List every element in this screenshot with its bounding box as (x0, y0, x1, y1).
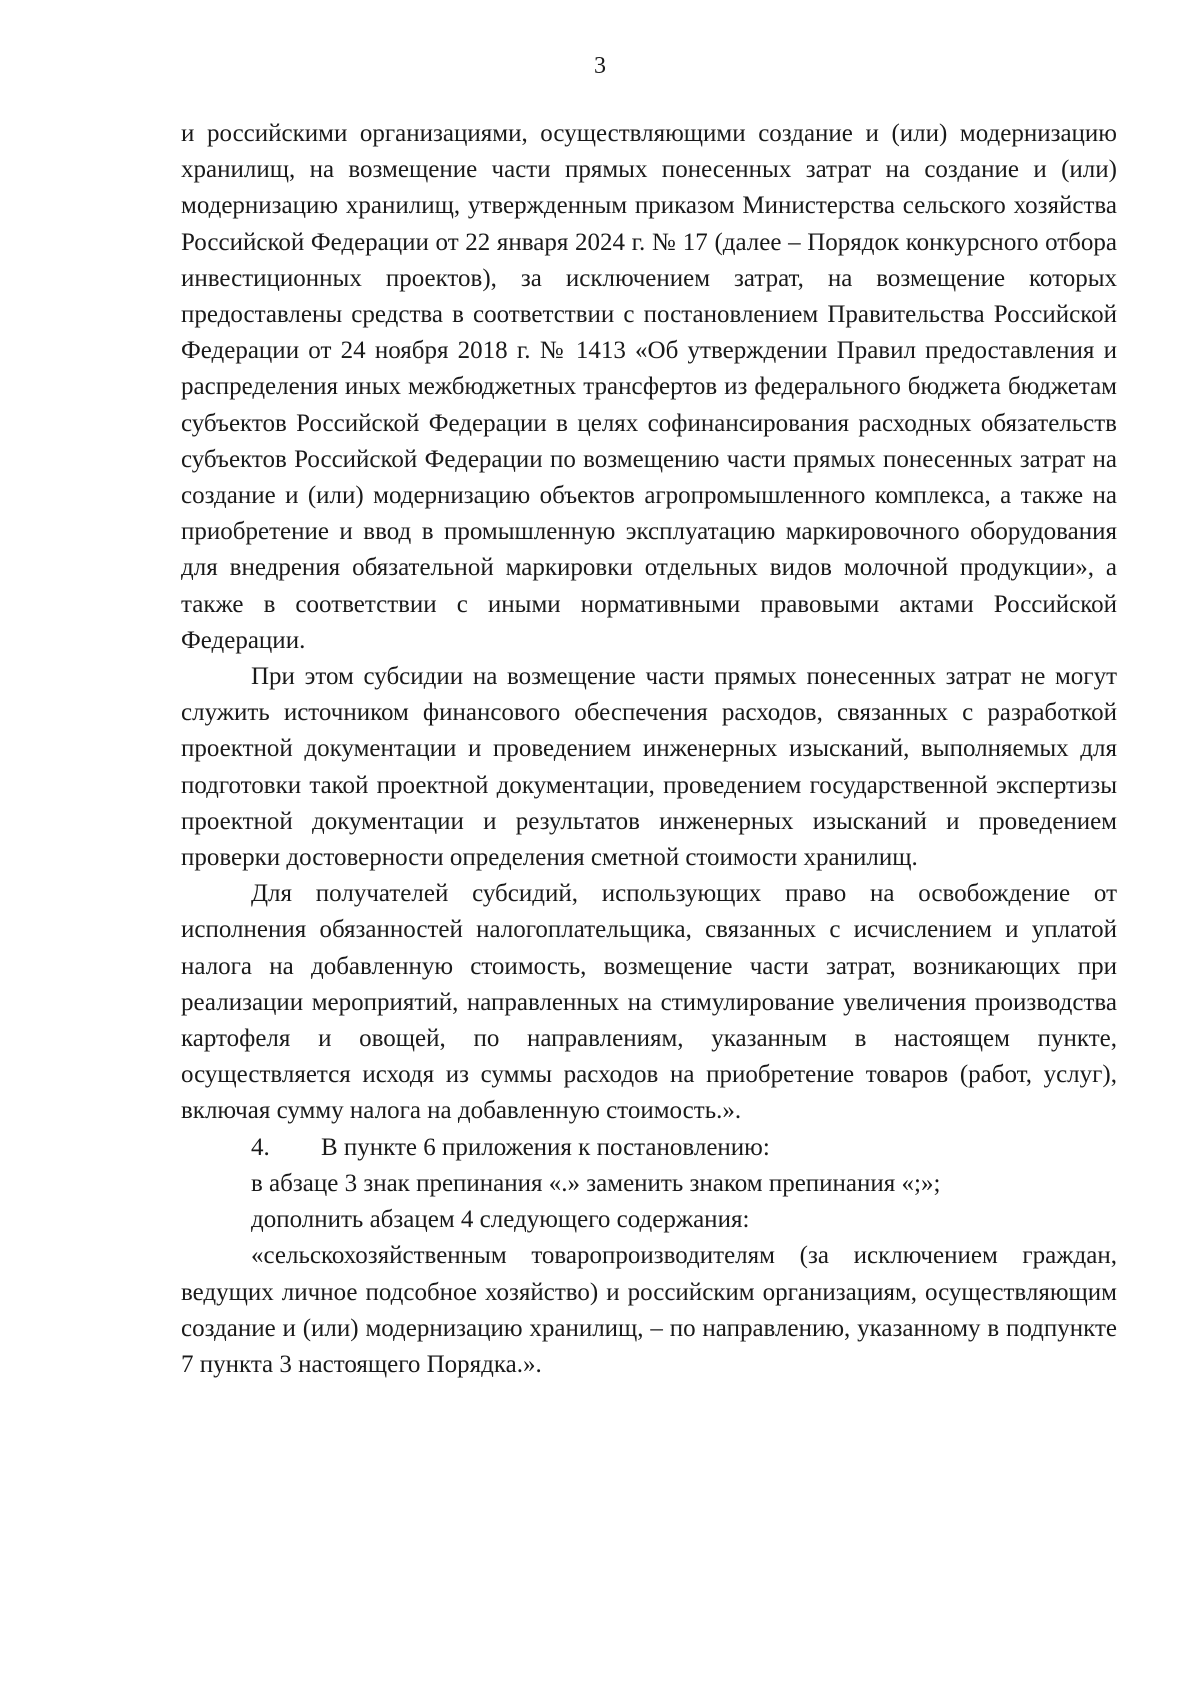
paragraph-subsidy-restriction: При этом субсидии на возмещение части прямых понесенных затрат не могут служить источником финансового обеспечения расходов, связанных с разработкой проектной документации и проведением инженерных изысканий, выполняемых для подготовки такой проектной документации, проведением государственной экспертизы проектной документации и результатов инженерных изысканий и проведением проверки достоверности определения сметной стоимости хранилищ. (181, 663, 1117, 872)
paragraph-punctuation-change: в абзаце 3 знак препинания «.» заменить знаком препинания «;»; (251, 1169, 941, 1197)
list-item-text: В пункте 6 приложения к постановлению: (321, 1133, 770, 1161)
paragraph-add-clause: дополнить абзацем 4 следующего содержания: (251, 1206, 750, 1234)
list-item-4 (181, 1130, 1117, 1166)
paragraph-vat-exemption: Для получателей субсидий, использующих право на освобождение от исполнения обязанностей налогоплательщика, связанных с исчислением и уплатой налога на добавленную стоимость, возмещение части затрат, возникающих при реализации мероприятий, направленных на стимулирование увеличения производства картофеля и овощей, по направлениям, указанным в настоящем пункте, осуществляется исходя из суммы расходов на приобретение товаров (работ, услуг), включая сумму налога на добавленную стоимость.». (181, 880, 1117, 1125)
paragraph-quoted-clause: «сельскохозяйственным товаропроизводителям (за исключением граждан, ведущих личное подсобное хозяйство) и российским организациям, осуществляющим создание и (или) модернизацию хранилищ, – по направлению, указанному в подпункте 7 пункта 3 настоящего Порядка.». (181, 1242, 1117, 1378)
page-number: 3 (594, 53, 606, 79)
document-body (181, 116, 1117, 1383)
paragraph-continuation: и российскими организациями, осуществляющими создание и (или) модернизацию хранилищ, на возмещение части прямых понесенных затрат на создание и (или) модернизацию хранилищ, утвержденным приказом Министерства сельского хозяйства Российской Федерации от 22 января 2024 г. № 17 (далее – Порядок конкурсного отбора инвестиционных проектов), за исключением затрат, на возмещение которых предоставлены средства в соответствии с постановлением Правительства Российской Федерации от 24 ноября 2018 г. № 1413 «Об утверждении Правил предоставления и распределения иных межбюджетных трансфертов из федерального бюджета бюджетам субъектов Российской Федерации в целях софинансирования расходных обязательств субъектов Российской Федерации по возмещению части прямых понесенных затрат на создание и (или) модернизацию объектов агропромышленного комплекса, а также на приобретение и ввод в промышленную эксплуатацию маркировочного оборудования для внедрения обязательной маркировки отдельных видов молочной продукции», а также в соответствии с иными нормативными правовыми актами Российской Федерации. (181, 120, 1117, 654)
list-item-number: 4. (251, 1133, 270, 1161)
